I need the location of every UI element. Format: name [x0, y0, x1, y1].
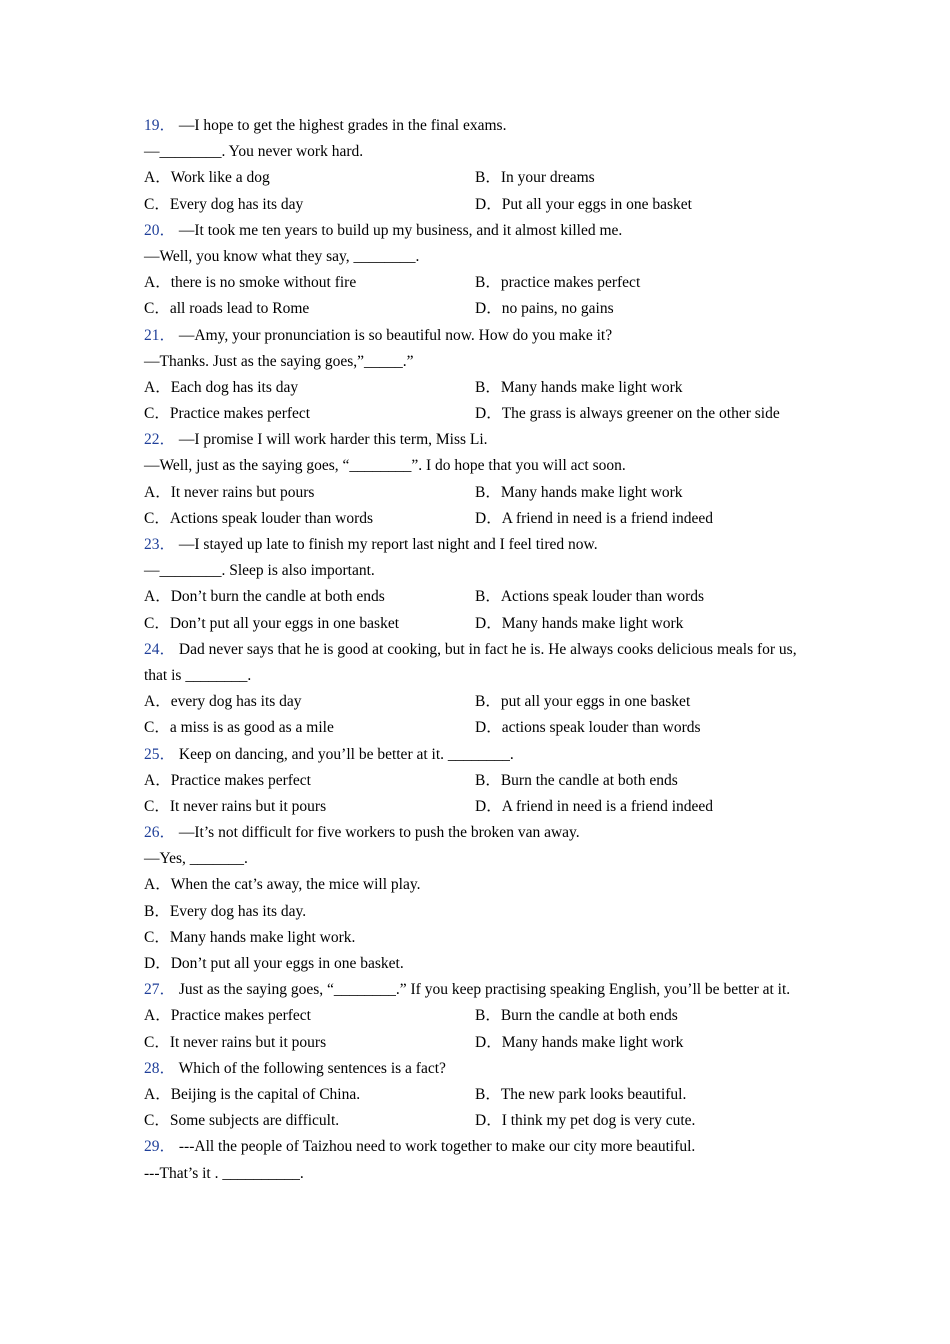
question-block — [144, 977, 814, 1056]
option-right: B．Burn the candle at both ends — [475, 1007, 678, 1025]
option-row — [144, 401, 814, 427]
question-stem: —Amy, your pronunciation is so beautiful now. How do you make it? — [178, 326, 613, 344]
question-stem-line — [144, 977, 814, 1003]
question-number: 21． — [144, 326, 176, 344]
option-left: A．It never rains but pours — [144, 483, 315, 501]
question-stem-line — [144, 532, 814, 558]
option-row — [144, 1003, 814, 1029]
option-left: A．every dog has its day — [144, 693, 302, 711]
option-left: A．Don’t burn the candle at both ends — [144, 588, 385, 606]
option-left: A．Practice makes perfect — [144, 771, 311, 789]
option-row — [144, 689, 814, 715]
option-row — [144, 192, 814, 218]
option-right: B．The new park looks beautiful. — [475, 1085, 687, 1103]
question-block — [144, 323, 814, 428]
question-number: 23． — [144, 536, 176, 553]
option-row — [144, 506, 814, 532]
option-right: B．Burn the candle at both ends — [475, 771, 678, 789]
question-block — [144, 820, 814, 977]
question-block — [144, 218, 814, 323]
option-row — [144, 768, 814, 794]
option-right: D．no pains, no gains — [475, 300, 614, 318]
option-right: D．Many hands make light work — [475, 1033, 684, 1051]
option-left: C．It never rains but it pours — [144, 1033, 327, 1051]
question-number: 28． — [144, 1059, 176, 1077]
option-row — [144, 165, 814, 191]
question-stem-line — [144, 1134, 814, 1160]
question-stem-line — [144, 637, 814, 689]
question-stem-line — [144, 1056, 814, 1082]
option-right: D．Many hands make light work — [475, 614, 684, 632]
question-stem-line — [144, 427, 814, 453]
option-left: A．Beijing is the capital of China. — [144, 1085, 361, 1103]
question-stem: —I promise I will work harder this term, Miss Li. — [178, 431, 488, 449]
option-row — [144, 715, 814, 741]
option-left: A．Practice makes perfect — [144, 1007, 311, 1025]
question-block — [144, 1056, 814, 1135]
question-stem-line — [144, 742, 814, 768]
question-line: ---That’s it . __________. — [144, 1164, 304, 1182]
option-row — [144, 1030, 814, 1056]
question-stem: Keep on dancing, and you’ll be better at it. ________. — [178, 745, 514, 763]
option-row — [144, 296, 814, 322]
option-left: C．Practice makes perfect — [144, 405, 311, 423]
question-line: D．Don’t put all your eggs in one basket. — [144, 955, 404, 973]
option-right: B．practice makes perfect — [475, 274, 641, 292]
question-number: 26． — [144, 824, 176, 842]
option-right: D．I think my pet dog is very cute. — [475, 1112, 696, 1130]
question-list — [144, 113, 814, 1187]
question-line: —________. Sleep is also important. — [144, 562, 375, 580]
option-row — [144, 480, 814, 506]
question-number: 20． — [144, 221, 176, 239]
option-left: C．Some subjects are difficult. — [144, 1112, 340, 1130]
question-block — [144, 637, 814, 742]
question-stem: —I hope to get the highest grades in the final exams. — [178, 117, 507, 134]
option-left: C．all roads lead to Rome — [144, 300, 310, 318]
question-block — [144, 113, 814, 218]
question-line: —Well, you know what they say, ________. — [144, 247, 420, 265]
question-line: —Well, just as the saying goes, “________”. I do hope that you will act soon. — [144, 457, 626, 475]
option-row — [144, 375, 814, 401]
question-stem: Dad never says that he is good at cooking, but in fact he is. He always cooks delicious meals for us, that is ________. — [144, 640, 797, 684]
option-left: A．Each dog has its day — [144, 378, 299, 396]
option-right: D．Put all your eggs in one basket — [475, 195, 692, 213]
option-row — [144, 1082, 814, 1108]
option-right: B．Many hands make light work — [475, 378, 683, 396]
option-left: C．It never rains but it pours — [144, 797, 327, 815]
question-block — [144, 1134, 814, 1186]
option-left: A．Work like a dog — [144, 169, 270, 187]
question-stem: —It’s not difficult for five workers to push the broken van away. — [178, 824, 580, 842]
question-line: —________. You never work hard. — [144, 143, 364, 161]
option-right: D．The grass is always greener on the other side — [475, 405, 780, 423]
option-right: B．Actions speak louder than words — [475, 588, 705, 606]
question-line: —Thanks. Just as the saying goes,”_____.” — [144, 352, 414, 370]
option-row — [144, 584, 814, 610]
option-right: D．A friend in need is a friend indeed — [475, 509, 714, 527]
question-line: A．When the cat’s away, the mice will play. — [144, 876, 421, 894]
option-right: D．actions speak louder than words — [475, 719, 701, 737]
question-stem: —It took me ten years to build up my business, and it almost killed me. — [178, 221, 623, 239]
option-right: B．Many hands make light work — [475, 483, 683, 501]
question-stem-line — [144, 218, 814, 244]
question-stem-line — [144, 113, 814, 139]
question-number: 24． — [144, 640, 176, 658]
question-number: 25． — [144, 745, 176, 763]
option-left: C．Actions speak louder than words — [144, 509, 374, 527]
question-stem: Just as the saying goes, “________.” If you keep practising speaking English, you’ll be better at it. — [178, 981, 791, 999]
option-left: C．Don’t put all your eggs in one basket — [144, 614, 400, 632]
option-left: C．a miss is as good as a mile — [144, 719, 334, 737]
question-block — [144, 742, 814, 821]
question-block — [144, 532, 814, 637]
question-line: C．Many hands make light work. — [144, 928, 356, 946]
option-row — [144, 1108, 814, 1134]
question-number: 29． — [144, 1138, 176, 1156]
question-number: 27． — [144, 981, 176, 999]
question-line: —Yes, _______. — [144, 850, 248, 868]
option-right: B．put all your eggs in one basket — [475, 693, 691, 711]
option-left: A．there is no smoke without fire — [144, 274, 357, 292]
question-stem: —I stayed up late to finish my report last night and I feel tired now. — [178, 536, 598, 553]
question-stem-line — [144, 820, 814, 846]
question-line: B．Every dog has its day. — [144, 902, 307, 920]
option-right: B．In your dreams — [475, 169, 595, 187]
option-row — [144, 270, 814, 296]
question-stem: ---All the people of Taizhou need to work together to make our city more beautiful. — [178, 1138, 696, 1156]
option-right: D．A friend in need is a friend indeed — [475, 797, 714, 815]
question-stem-line — [144, 323, 814, 349]
option-row — [144, 611, 814, 637]
question-block — [144, 427, 814, 532]
question-stem: Which of the following sentences is a fact? — [178, 1059, 446, 1077]
option-row — [144, 794, 814, 820]
option-left: C．Every dog has its day — [144, 195, 304, 213]
question-number: 22． — [144, 431, 176, 449]
question-number: 19． — [144, 117, 176, 134]
